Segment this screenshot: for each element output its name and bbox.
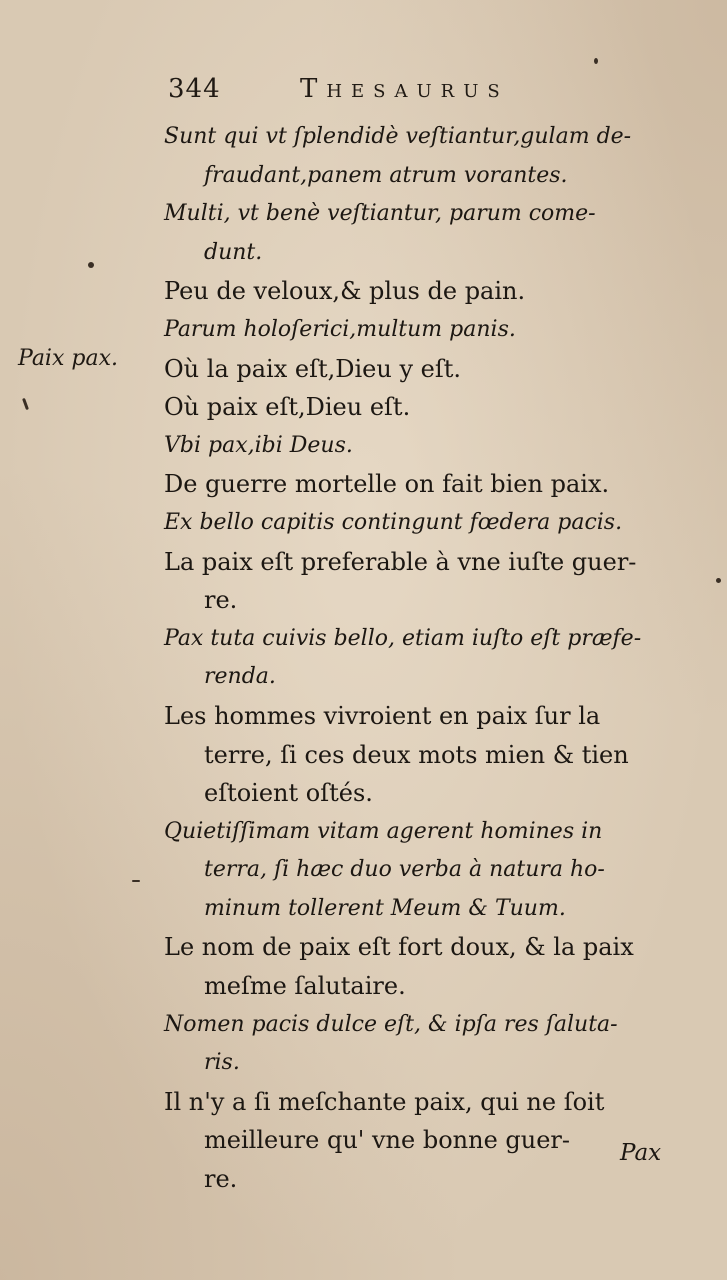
text-line: Le nom de paix eſt fort doux, & la paix bbox=[164, 933, 634, 962]
ink-speck bbox=[594, 58, 598, 64]
text-line: Quietiſſimam vitam agerent homines in bbox=[164, 818, 603, 844]
text-line: meſme ſalutaire. bbox=[204, 972, 406, 1001]
text-line: Il n'y a ſi meſchante paix, qui ne ſoit bbox=[164, 1087, 605, 1116]
text-line: Sunt qui vt ſplendidè veſtiantur,gulam de- bbox=[164, 124, 632, 149]
text-line: Vbi pax,ibi Deus. bbox=[164, 432, 353, 458]
text-line: Pax tuta cuivis bello, etiam iuſto eſt præfe- bbox=[164, 625, 642, 651]
ink-speck bbox=[716, 578, 721, 583]
text-line: La paix eſt preferable à vne iuſte guer- bbox=[164, 547, 637, 576]
text-line: Nomen pacis dulce eſt, & ipſa res ſaluta- bbox=[164, 1011, 618, 1037]
text-line: Multi, vt benè veſtiantur, parum come- bbox=[164, 201, 596, 227]
text-line: terra, ſi hæc duo verba à natura ho- bbox=[204, 857, 605, 883]
text-line: terre, ſi ces deux mots mien & tien bbox=[204, 740, 629, 769]
text-line: re. bbox=[204, 1165, 238, 1194]
running-title: Thesaurus bbox=[300, 74, 509, 104]
text-line: Les hommes vivroient en paix ſur la bbox=[164, 701, 601, 730]
margin-note: Paix pax. bbox=[18, 346, 118, 371]
text-line: Parum holoſerici,multum panis. bbox=[164, 316, 516, 342]
text-line: dunt. bbox=[204, 239, 263, 265]
text-line: Où paix eſt,Dieu eſt. bbox=[164, 393, 411, 422]
text-line: ris. bbox=[204, 1050, 240, 1076]
text-line: meilleure qu' vne bonne guer- bbox=[204, 1126, 571, 1155]
ink-speck bbox=[132, 880, 140, 882]
catchword: Pax bbox=[620, 1140, 662, 1166]
text-line: fraudant,panem atrum vorantes. bbox=[204, 162, 568, 188]
text-line: minum tollerent Meum & Tuum. bbox=[204, 895, 566, 921]
main-text-block bbox=[164, 118, 699, 1199]
page-number: 344 bbox=[168, 74, 221, 104]
text-line: Ex bello capitis contingunt fœdera pacis. bbox=[164, 509, 623, 535]
text-line: renda. bbox=[204, 664, 276, 690]
text-line: Peu de veloux,& plus de pain. bbox=[164, 277, 526, 306]
ink-speck bbox=[22, 398, 29, 410]
ink-speck bbox=[88, 262, 94, 268]
text-line: eſtoient oſtés. bbox=[204, 779, 373, 808]
running-header bbox=[168, 74, 608, 110]
text-line: Où la paix eſt,Dieu y eſt. bbox=[164, 354, 461, 383]
text-line: De guerre mortelle on fait bien paix. bbox=[164, 470, 610, 499]
text-line: re. bbox=[204, 586, 238, 615]
